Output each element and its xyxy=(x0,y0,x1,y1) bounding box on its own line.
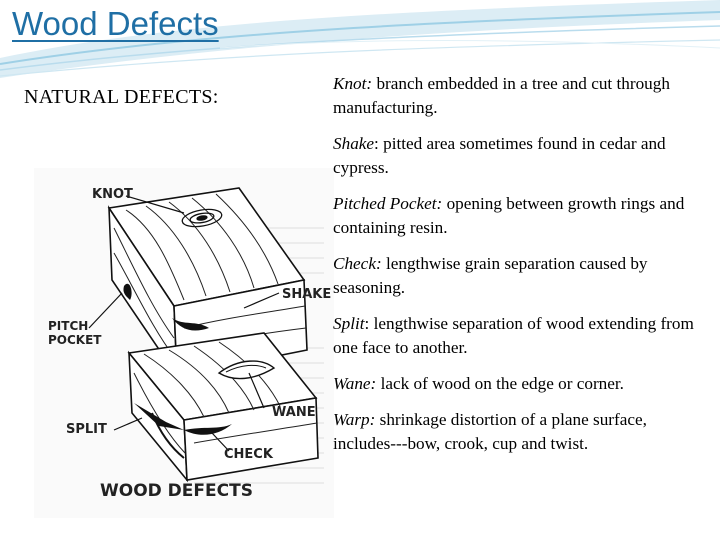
label-shake: SHAKE xyxy=(282,287,332,302)
defect-warp: Warp: shrinkage distortion of a plane surface, includes---bow, crook, cup and twist. xyxy=(333,410,647,453)
slide-title: Wood Defects xyxy=(12,5,219,42)
label-split: SPLIT xyxy=(66,422,107,437)
figure-caption: WOOD DEFECTS xyxy=(100,481,253,501)
defect-pitched-pocket: Pitched Pocket: opening between growth rings and containing resin. xyxy=(333,194,685,237)
label-check: CHECK xyxy=(224,447,273,462)
label-knot: KNOT xyxy=(92,187,133,202)
defect-definitions-list xyxy=(333,72,705,468)
defect-check: Check: lengthwise grain separation caused by seasoning. xyxy=(333,254,648,297)
label-pitch: PITCH xyxy=(48,319,89,333)
label-pocket: POCKET xyxy=(48,333,102,347)
section-heading: NATURAL DEFECTS: xyxy=(24,86,219,108)
defect-shake: Shake: pitted area sometimes found in cedar and cypress. xyxy=(333,134,666,177)
wood-defects-illustration xyxy=(34,168,334,518)
defect-wane: Wane: lack of wood on the edge or corner. xyxy=(333,374,624,393)
defect-knot: Knot: branch embedded in a tree and cut through manufacturing. xyxy=(333,74,670,117)
defect-split: Split: lengthwise separation of wood extending from one face to another. xyxy=(333,314,694,357)
label-wane: WANE xyxy=(272,405,316,420)
